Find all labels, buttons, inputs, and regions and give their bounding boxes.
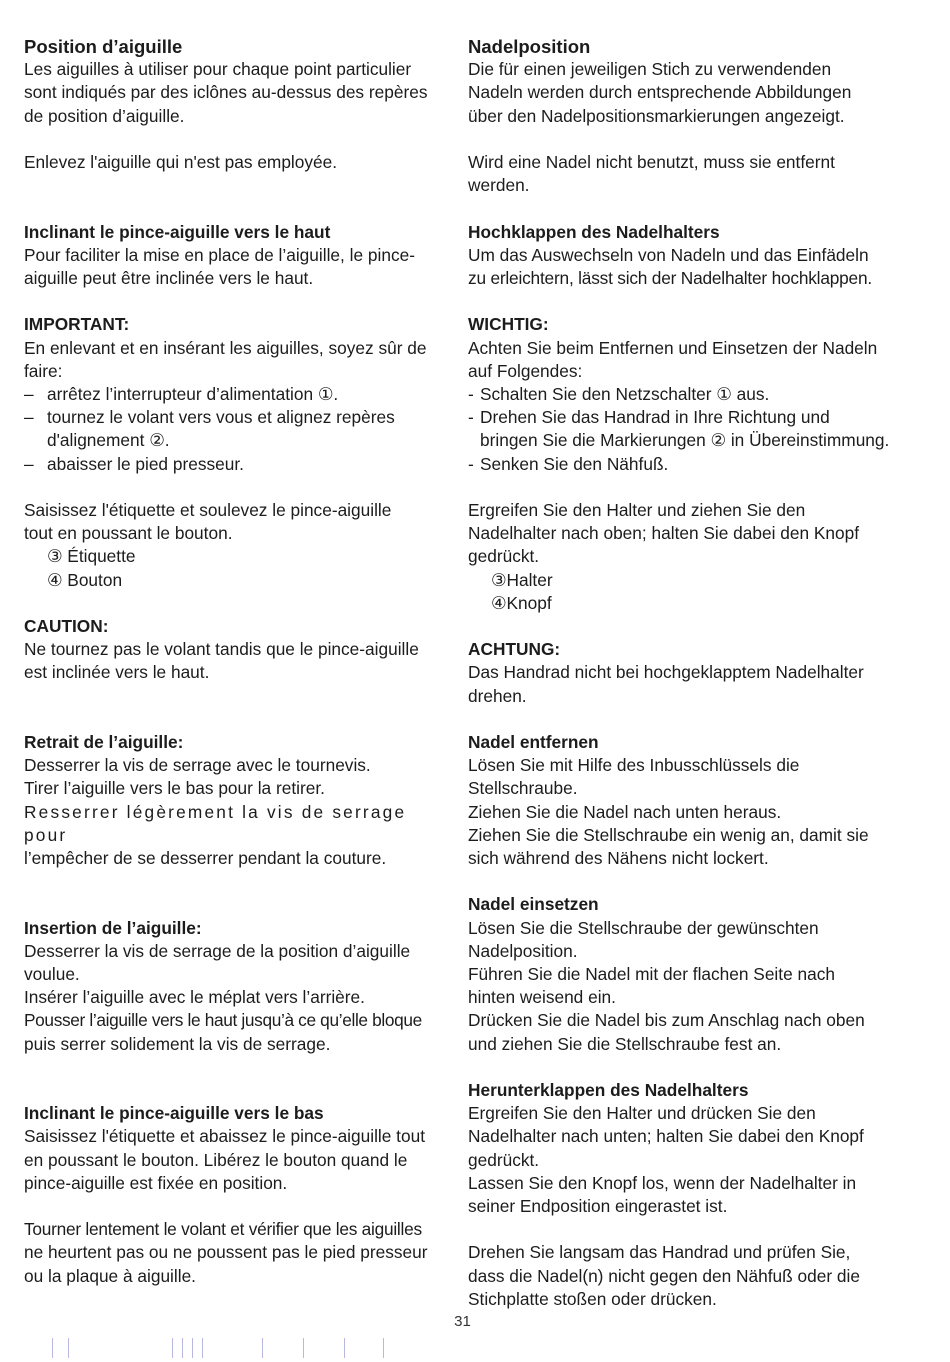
heading-caution: CAUTION: (24, 616, 109, 636)
part-label: ④ Bouton (47, 569, 123, 590)
text-line: Tirer l’aiguille vers le bas pour la retirer. (24, 778, 325, 799)
text-line: Ne tournez pas le volant tandis que le pince-aiguille (24, 639, 419, 660)
text-line: hinten weisend ein. (468, 987, 616, 1008)
text-line: Das Handrad nicht bei hochgeklapptem Nadelhalter (468, 662, 864, 683)
text-line: auf Folgendes: (468, 360, 583, 381)
bullet-item (468, 453, 906, 476)
text-line: Um das Auswechseln von Nadeln und das Einfädeln (468, 244, 869, 265)
text-line: gedrückt. (468, 1149, 540, 1170)
heading-hochklappen: Hochklappen des Nadelhalters (468, 221, 720, 242)
bullet-text: abaisser le pied presseur. (47, 453, 244, 474)
text-line: Drücken Sie die Nadel bis zum Anschlag nach oben (468, 1010, 865, 1031)
heading-important: IMPORTANT: (24, 314, 130, 335)
heading-insertion: Insertion de l’aiguille: (24, 917, 202, 938)
text-line: dass die Nadel(n) nicht gegen den Nähfuß oder die (468, 1265, 860, 1286)
text-line: Ergreifen Sie den Halter und ziehen Sie den (468, 500, 806, 520)
text-line: Saisissez l'étiquette et soulevez le pince-aiguille (24, 500, 392, 520)
text-line: En enlevant et en insérant les aiguilles, soyez sûr de (24, 337, 427, 358)
text-line: Nadelposition. (468, 940, 578, 961)
text-line: puis serrer solidement la vis de serrage. (24, 1033, 331, 1054)
bullet-text: Drehen Sie das Handrad in Ihre Richtung und (480, 407, 830, 428)
text-line: de position d’aiguille. (24, 105, 185, 126)
heading-wichtig: WICHTIG: (468, 314, 549, 335)
heading-position-aiguille: Position d’aiguille (24, 36, 183, 57)
bullet-item (24, 406, 448, 429)
text-line: Desserrer la vis de serrage de la position d’aiguille (24, 940, 411, 961)
heading-nadel-entfernen: Nadel entfernen (468, 732, 599, 752)
text-line: zu erleichtern, lässt sich der Nadelhalter hochklappen. (468, 268, 872, 288)
heading-retrait: Retrait de l’aiguille: (24, 732, 184, 752)
text-line: Stichplatte stoßen oder drücken. (468, 1288, 717, 1309)
text-line: Ziehen Sie die Stellschraube ein wenig an, damit sie (468, 824, 869, 845)
text-line: aiguille peut être inclinée vers le haut. (24, 268, 314, 288)
text-line: Enlevez l'aiguille qui n'est pas employée. (24, 152, 338, 172)
text-line: sich während des Nähens nicht lockert. (468, 848, 769, 869)
text-line: l’empêcher de se desserrer pendant la couture. (24, 848, 387, 869)
heading-nadelposition: Nadelposition (468, 36, 591, 57)
text-line: ne heurtent pas ou ne poussent pas le pied presseur (24, 1242, 428, 1263)
text-line: Die für einen jeweiligen Stich zu verwendenden (468, 59, 832, 80)
text-line: über den Nadelpositionsmarkierungen angezeigt. (468, 105, 845, 126)
text-line: en poussant le bouton. Libérez le bouton quand le (24, 1149, 408, 1170)
part-label: ③Halter (491, 569, 553, 590)
bullet-continuation: d'alignement ②. (47, 430, 170, 451)
page-number: 31 (454, 1313, 471, 1330)
text-line: Pour faciliter la mise en place de l’aiguille, le pince- (24, 244, 415, 265)
heading-inclinant-haut: Inclinant le pince-aiguille vers le haut (24, 221, 331, 242)
text-line: Wird eine Nadel nicht benutzt, muss sie entfernt (468, 152, 835, 172)
text-line: Nadelhalter nach unten; halten Sie dabei den Knopf (468, 1126, 864, 1147)
text-line: Drehen Sie langsam das Handrad und prüfen Sie, (468, 1242, 851, 1263)
scan-artifact-marks (0, 1338, 950, 1358)
text-line: Nadeln werden durch entsprechende Abbildungen (468, 82, 852, 103)
text-line: seiner Endposition eingerastet ist. (468, 1196, 728, 1217)
text-line: Achten Sie beim Entfernen und Einsetzen der Nadeln (468, 337, 878, 358)
text-line: und ziehen Sie die Stellschraube fest an. (468, 1033, 782, 1054)
german-column (468, 35, 906, 1311)
text-line: Pousser l’aiguille vers le haut jusqu’à ce qu’elle bloque (24, 1010, 422, 1031)
text-line: Ziehen Sie die Nadel nach unten heraus. (468, 801, 782, 822)
text-line: gedrückt. (468, 546, 540, 567)
text-line: Saisissez l'étiquette et abaissez le pince-aiguille tout (24, 1126, 425, 1147)
text-line: tout en poussant le bouton. (24, 523, 233, 544)
text-line: Tourner lentement le volant et vérifier que les aiguilles (24, 1219, 422, 1240)
text-line: Ergreifen Sie den Halter und drücken Sie den (468, 1103, 816, 1124)
bullet-item (24, 383, 448, 406)
text-line: ou la plaque à aiguille. (24, 1265, 196, 1286)
text-line: Lassen Sie den Knopf los, wenn der Nadelhalter in (468, 1172, 857, 1193)
bullet-text: Schalten Sie den Netzschalter ① aus. (480, 384, 770, 404)
heading-achtung: ACHTUNG: (468, 639, 561, 660)
text-line: Führen Sie die Nadel mit der flachen Seite nach (468, 964, 835, 985)
text-line: Nadelhalter nach oben; halten Sie dabei den Knopf (468, 523, 860, 544)
text-line: Les aiguilles à utiliser pour chaque point particulier (24, 59, 412, 80)
bullet-item (468, 383, 906, 406)
text-line: Stellschraube. (468, 778, 578, 799)
bullet-text: arrêtez l’interrupteur d’alimentation ①. (47, 384, 339, 404)
text-line: sont indiqués par des iclônes au-dessus des repères (24, 82, 428, 103)
text-line: voulue. (24, 964, 80, 985)
dash-marker: – (24, 407, 34, 428)
text-line: pince-aiguille est fixée en position. (24, 1172, 288, 1193)
bullet-item (24, 453, 448, 476)
text-line: Resserrer légèrement la vis de serrage pour (24, 801, 407, 845)
dash-marker: - (468, 407, 474, 428)
bullet-text: tournez le volant vers vous et alignez repères (47, 407, 395, 428)
part-label: ③ Étiquette (47, 546, 136, 567)
heading-nadel-einsetzen: Nadel einsetzen (468, 894, 599, 915)
heading-inclinant-bas: Inclinant le pince-aiguille vers le bas (24, 1103, 324, 1124)
bullet-text: Senken Sie den Nähfuß. (480, 453, 669, 474)
text-line: werden. (468, 175, 530, 196)
text-line: Lösen Sie mit Hilfe des Inbusschlüssels die (468, 755, 800, 776)
text-line: drehen. (468, 685, 527, 706)
dash-marker: - (468, 384, 474, 404)
part-label: ④Knopf (491, 592, 552, 613)
bullet-item (468, 406, 906, 429)
heading-herunterklappen: Herunterklappen des Nadelhalters (468, 1080, 749, 1101)
dash-marker: - (468, 453, 474, 474)
text-line: Insérer l’aiguille avec le méplat vers l’arrière. (24, 987, 365, 1008)
text-line: Desserrer la vis de serrage avec le tournevis. (24, 755, 371, 776)
dash-marker: – (24, 453, 34, 474)
text-line: faire: (24, 360, 63, 381)
dash-marker: – (24, 384, 34, 404)
text-line: Lösen Sie die Stellschraube der gewünschten (468, 917, 819, 938)
text-line: est inclinée vers le haut. (24, 662, 210, 683)
bullet-continuation: bringen Sie die Markierungen ② in Übereinstimmung. (480, 430, 890, 451)
french-column (24, 35, 448, 1288)
